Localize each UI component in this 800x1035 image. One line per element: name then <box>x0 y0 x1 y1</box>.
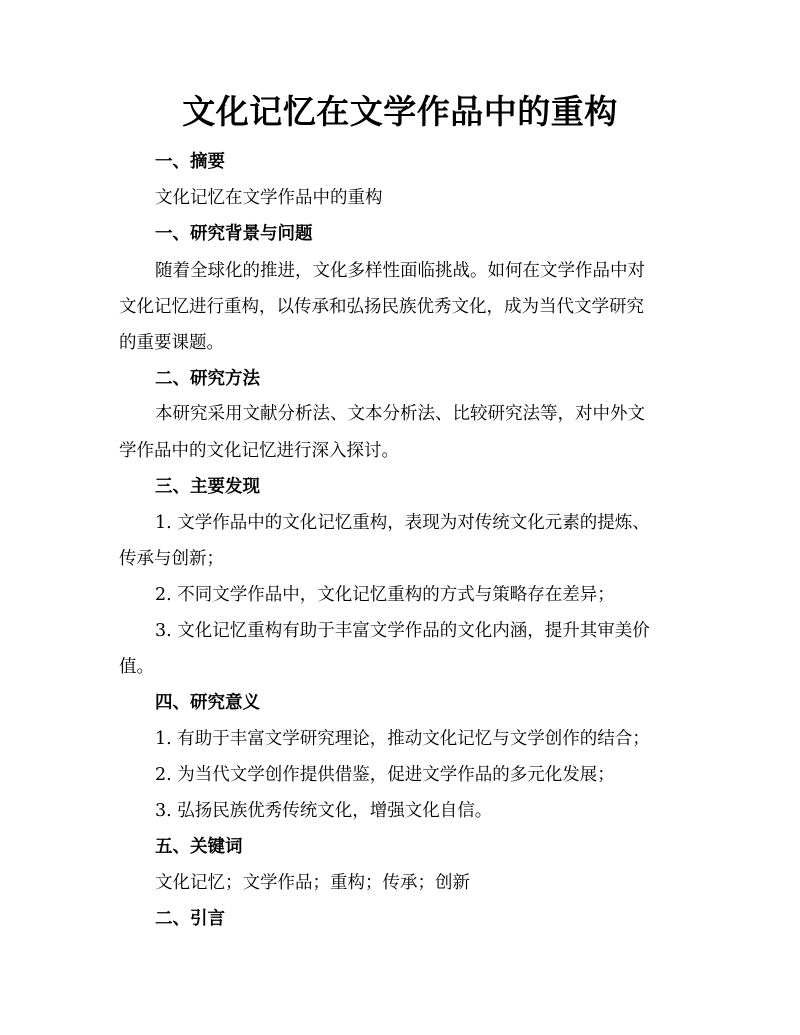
list-item-continuation: 值。 <box>119 657 154 677</box>
document-title: 文化记忆在文学作品中的重构 <box>182 92 618 131</box>
keywords-text: 文化记忆；文学作品；重构；传承；创新 <box>155 873 470 893</box>
section-heading-methods: 二、研究方法 <box>155 369 260 389</box>
list-item <box>155 763 615 787</box>
paragraph-line: 的重要课题。 <box>119 333 224 353</box>
section-heading-findings: 三、主要发现 <box>155 477 260 497</box>
section-heading-introduction: 二、引言 <box>155 909 225 929</box>
list-item-number: 1. <box>155 513 172 533</box>
paragraph-line: 文化记忆进行重构，以传承和弘扬民族优秀文化，成为当代文学研究 <box>119 297 644 317</box>
list-item <box>155 799 492 823</box>
list-item-number: 3. <box>155 621 172 641</box>
list-item-continuation: 传承与创新； <box>119 549 224 569</box>
section-heading-significance: 四、研究意义 <box>155 693 260 713</box>
list-item-number: 3. <box>155 801 172 821</box>
section-heading-abstract: 一、摘要 <box>155 152 225 172</box>
list-item-number: 1. <box>155 729 172 749</box>
list-item <box>155 619 650 643</box>
list-item-number: 2. <box>155 765 172 785</box>
section-heading-keywords: 五、关键词 <box>155 837 243 857</box>
list-item-text: 弘扬民族优秀传统文化，增强文化自信。 <box>177 801 493 821</box>
list-item-text: 为当代文学创作提供借鉴，促进文学作品的多元化发展； <box>177 765 615 785</box>
paragraph-line: 本研究采用文献分析法、文本分析法、比较研究法等，对中外文 <box>155 404 645 424</box>
paragraph-line: 学作品中的文化记忆进行深入探讨。 <box>119 441 399 461</box>
list-item <box>155 511 650 535</box>
list-item-text: 不同文学作品中，文化记忆重构的方式与策略存在差异； <box>177 585 615 605</box>
list-item-number: 2. <box>155 585 172 605</box>
list-item <box>155 727 650 751</box>
list-item-text: 有助于丰富文学研究理论，推动文化记忆与文学创作的结合； <box>177 729 650 749</box>
list-item-text: 文化记忆重构有助于丰富文学作品的文化内涵，提升其审美价 <box>177 621 650 641</box>
list-item-text: 文学作品中的文化记忆重构，表现为对传统文化元素的提炼、 <box>177 513 650 533</box>
abstract-text: 文化记忆在文学作品中的重构 <box>155 188 383 208</box>
section-heading-background: 一、研究背景与问题 <box>155 224 313 244</box>
list-item <box>155 583 615 607</box>
paragraph-line: 随着全球化的推进，文化多样性面临挑战。如何在文学作品中对 <box>155 261 645 281</box>
